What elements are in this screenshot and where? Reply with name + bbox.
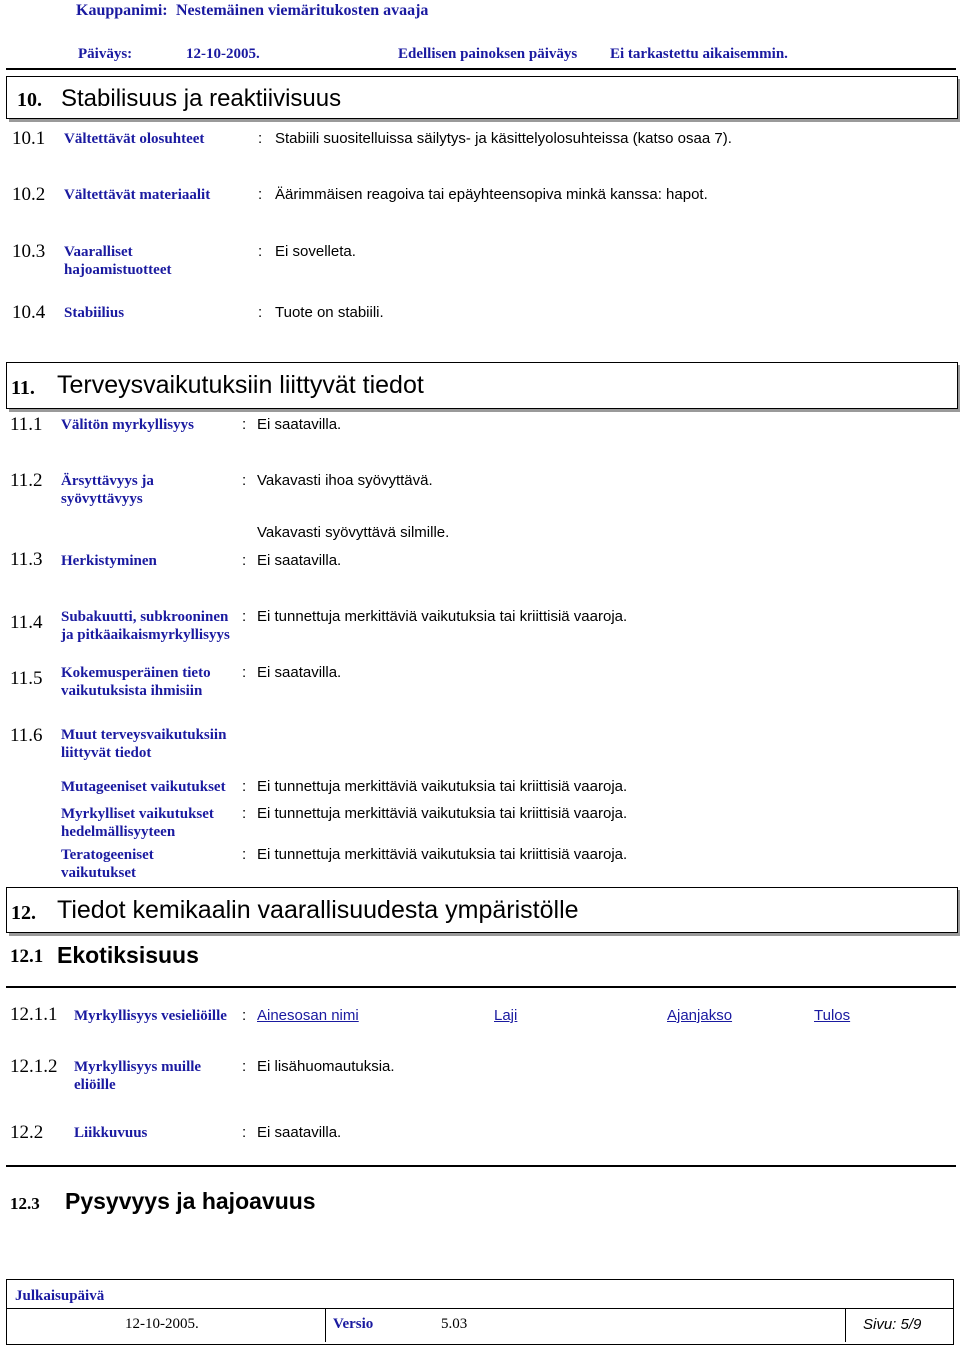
version-value: 5.03 [441, 1316, 468, 1332]
subsection-divider [6, 986, 956, 988]
version-label: Versio [333, 1316, 374, 1332]
item-number: 11.2 [10, 470, 43, 491]
item-label: Myrkyllisyys vesieliöille [74, 1008, 227, 1024]
item-label: Myrkyllisyys muille eliöille [74, 1059, 202, 1093]
colon: : [242, 846, 247, 863]
colon: : [242, 1007, 247, 1024]
product-name: Nestemäinen viemäritukosten avaaja [176, 2, 429, 19]
subsection-number: 12.1 [10, 946, 44, 967]
item-value: Ei sovelleta. [275, 243, 356, 260]
item-label: Vältettävät olosuhteet [64, 131, 205, 147]
item-label: Kokemusperäinen tieto vaikutuksista ihmisiin [61, 665, 211, 699]
section-title: Tiedot kemikaalin vaarallisuudesta ympäristölle [57, 896, 579, 924]
item-number: 12.1.1 [10, 1004, 58, 1025]
section-number: 10. [17, 89, 42, 111]
sub-item-label: Mutageeniset vaikutukset [61, 779, 226, 795]
item-number: 11.5 [10, 668, 43, 689]
item-label: Välitön myrkyllisyys [61, 417, 194, 433]
page-number: Sivu: 5/9 [863, 1316, 922, 1333]
date-value: 12-10-2005. [186, 46, 260, 62]
subsection-title: Ekotiksisuus [57, 942, 199, 968]
item-label: Stabiilius [64, 305, 125, 321]
item-number: 11.6 [10, 725, 43, 746]
item-label: Muut terveysvaikutuksiin liittyvät tiedot [61, 727, 227, 761]
item-label: Vaaralliset hajoamistuotteet [64, 244, 172, 278]
section-10-header [6, 76, 958, 119]
section-title: Terveysvaikutuksiin liittyvät tiedot [57, 371, 424, 399]
colon: : [242, 1124, 247, 1141]
footer-box [6, 1279, 954, 1345]
colon: : [258, 304, 263, 321]
colon: : [242, 664, 247, 681]
item-number: 12.1.2 [10, 1056, 58, 1077]
publication-date-value: 12-10-2005. [125, 1316, 199, 1332]
colon: : [258, 243, 263, 260]
item-number: 12.2 [10, 1122, 44, 1143]
subsection-divider [6, 1165, 956, 1167]
section-title: Stabilisuus ja reaktiivisuus [61, 85, 342, 112]
column-header-result: Tulos [814, 1007, 851, 1024]
item-number: 11.4 [10, 612, 43, 633]
footer-separator [325, 1308, 327, 1342]
footer-row-divider [7, 1308, 953, 1309]
colon: : [242, 552, 247, 569]
item-value: Stabiili suositelluissa säilytys- ja käsittelyolosuhteissa (katso osaa 7). [275, 130, 732, 147]
item-label: Ärsyttävyys ja syövyttävyys [61, 473, 154, 507]
item-label: Herkistyminen [61, 553, 157, 569]
colon: : [242, 778, 247, 795]
item-number: 10.4 [12, 302, 46, 323]
item-number: 11.1 [10, 414, 43, 435]
item-number: 10.1 [12, 128, 46, 149]
colon: : [242, 472, 247, 489]
section-number: 11. [11, 377, 35, 399]
sub-item-label: Teratogeeniset vaikutukset [61, 847, 154, 881]
section-12-header [6, 887, 958, 933]
item-value: Ei saatavilla. [257, 1124, 342, 1141]
header-divider [6, 68, 956, 70]
item-label: Subakuutti, subkrooninen ja pitkäaikaismyrkyllisyys [61, 609, 230, 643]
section-11-header [6, 362, 958, 409]
colon: : [258, 130, 263, 147]
item-value: Ei lisähuomautuksia. [257, 1058, 395, 1075]
prev-edition-label: Edellisen painoksen päiväys [398, 46, 578, 62]
sub-item-label: Myrkylliset vaikutukset hedelmällisyyteen [61, 806, 214, 840]
prev-edition-value: Ei tarkastettu aikaisemmin. [610, 46, 788, 62]
item-number: 10.3 [12, 241, 46, 262]
colon: : [242, 1058, 247, 1075]
subsection-number: 12.3 [10, 1194, 40, 1213]
item-value: Tuote on stabiili. [275, 304, 384, 321]
item-value: Ei tunnettuja merkittäviä vaikutuksia tai kriittisiä vaaroja. [257, 608, 628, 625]
item-value: Ei saatavilla. [257, 416, 342, 433]
date-label: Päiväys: [78, 46, 133, 62]
subsection-title: Pysyvyys ja hajoavuus [65, 1188, 316, 1214]
item-label: Liikkuvuus [74, 1125, 148, 1141]
column-header-period: Ajanjakso [667, 1007, 733, 1024]
item-number: 11.3 [10, 549, 43, 570]
column-header-component: Ainesosan nimi [257, 1007, 359, 1024]
item-value: Äärimmäisen reagoiva tai epäyhteensopiva minkä kanssa: hapot. [275, 186, 708, 203]
publication-date-label: Julkaisupäivä [15, 1288, 105, 1304]
sub-item-value: Ei tunnettuja merkittäviä vaikutuksia tai kriittisiä vaaroja. [257, 805, 628, 822]
column-header-species: Laji [494, 1007, 518, 1024]
item-value: Vakavasti ihoa syövyttävä. [257, 472, 433, 489]
sub-item-value: Ei tunnettuja merkittäviä vaikutuksia tai kriittisiä vaaroja. [257, 846, 628, 863]
footer-separator [845, 1308, 847, 1342]
item-value-secondary: Vakavasti syövyttävä silmille. [257, 524, 450, 541]
product-label: Kauppanimi: [76, 2, 168, 19]
colon: : [242, 805, 247, 822]
item-label: Vältettävät materiaalit [64, 187, 211, 203]
section-number: 12. [11, 902, 36, 924]
item-value: Ei saatavilla. [257, 552, 342, 569]
sub-item-value: Ei tunnettuja merkittäviä vaikutuksia tai kriittisiä vaaroja. [257, 778, 628, 795]
item-number: 10.2 [12, 184, 46, 205]
colon: : [258, 186, 263, 203]
item-value: Ei saatavilla. [257, 664, 342, 681]
colon: : [242, 416, 247, 433]
colon: : [242, 608, 247, 625]
